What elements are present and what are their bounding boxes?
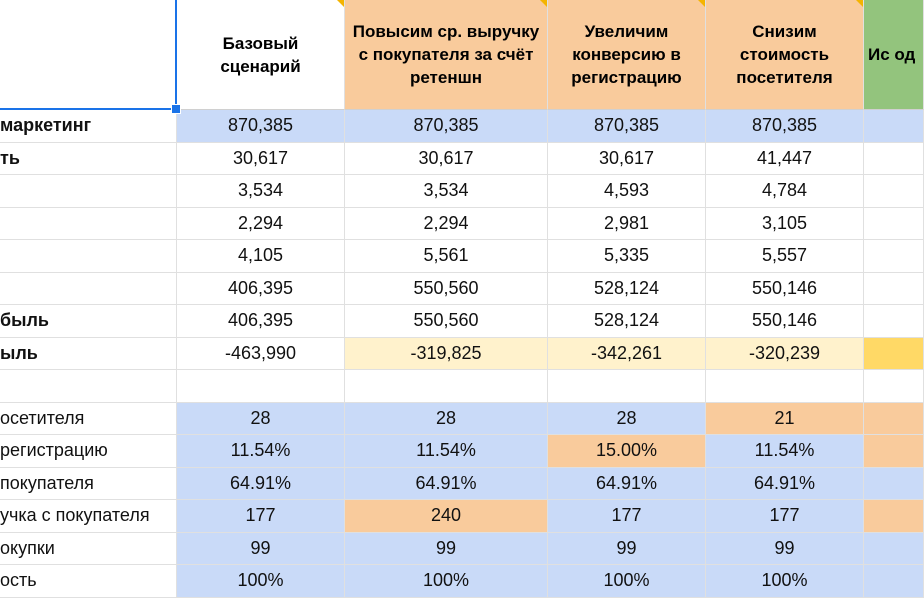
comment-indicator-icon[interactable] [698,0,705,7]
row-label[interactable]: осетителя [0,403,177,436]
table-cell[interactable]: 64.91% [548,468,706,501]
table-cell[interactable] [864,565,924,598]
table-cell[interactable]: 99 [345,533,548,566]
table-cell[interactable]: 99 [706,533,864,566]
table-cell[interactable]: 870,385 [548,110,706,143]
table-cell[interactable] [864,370,924,403]
table-cell[interactable]: 2,981 [548,208,706,241]
row-label[interactable] [0,175,177,208]
selected-cell[interactable] [0,0,177,110]
column-header-label: Снизим стоимость посетителя [736,22,833,87]
fill-handle[interactable] [171,104,181,114]
table-cell[interactable] [864,305,924,338]
table-cell[interactable]: 30,617 [177,143,345,176]
table-cell[interactable]: 100% [548,565,706,598]
column-header-label: Ис од [868,45,916,64]
table-cell[interactable] [864,468,924,501]
comment-indicator-icon[interactable] [856,0,863,7]
table-cell[interactable]: 100% [706,565,864,598]
table-cell[interactable]: 4,784 [706,175,864,208]
table-cell[interactable]: 28 [177,403,345,436]
table-cell[interactable]: -320,239 [706,338,864,371]
table-cell[interactable] [864,338,924,371]
table-cell[interactable]: 30,617 [548,143,706,176]
table-cell[interactable]: 100% [345,565,548,598]
table-cell[interactable] [864,435,924,468]
row-label[interactable] [0,370,177,403]
table-cell[interactable]: 177 [548,500,706,533]
row-label[interactable]: учка с покупателя [0,500,177,533]
table-cell[interactable]: 30,617 [345,143,548,176]
row-label[interactable]: ыль [0,338,177,371]
column-header-1[interactable] [177,0,345,110]
table-cell[interactable]: -342,261 [548,338,706,371]
table-cell[interactable] [864,533,924,566]
table-cell[interactable]: -319,825 [345,338,548,371]
table-cell[interactable]: 41,447 [706,143,864,176]
row-label[interactable]: окупки [0,533,177,566]
table-cell[interactable]: 11.54% [177,435,345,468]
table-cell[interactable]: 550,560 [345,305,548,338]
table-cell[interactable]: 2,294 [345,208,548,241]
table-cell[interactable] [864,110,924,143]
row-label[interactable] [0,208,177,241]
comment-indicator-icon[interactable] [540,0,547,7]
comment-indicator-icon[interactable] [337,0,344,7]
column-header-3[interactable] [548,0,706,110]
table-cell[interactable] [345,370,548,403]
table-cell[interactable]: 28 [548,403,706,436]
table-cell[interactable]: 15.00% [548,435,706,468]
table-cell[interactable]: 550,146 [706,273,864,306]
row-label[interactable]: ть [0,143,177,176]
row-label[interactable]: быль [0,305,177,338]
row-label[interactable] [0,240,177,273]
table-cell[interactable]: 177 [177,500,345,533]
row-label[interactable]: регистрацию [0,435,177,468]
table-cell[interactable]: 99 [177,533,345,566]
table-cell[interactable]: 3,105 [706,208,864,241]
column-header-2[interactable] [345,0,548,110]
column-header-label: Повысим ср. выручку с покупателя за счёт ретеншн [352,22,540,87]
table-cell[interactable]: 240 [345,500,548,533]
table-cell[interactable]: 5,561 [345,240,548,273]
table-cell[interactable]: 99 [548,533,706,566]
table-cell[interactable] [177,370,345,403]
table-cell[interactable]: 100% [177,565,345,598]
table-cell[interactable]: 550,560 [345,273,548,306]
table-cell[interactable] [864,175,924,208]
table-cell[interactable]: 28 [345,403,548,436]
table-cell[interactable]: 528,124 [548,305,706,338]
table-cell[interactable]: 870,385 [706,110,864,143]
table-cell[interactable] [864,143,924,176]
table-cell[interactable]: 550,146 [706,305,864,338]
table-cell[interactable]: 3,534 [177,175,345,208]
table-cell[interactable] [864,403,924,436]
table-cell[interactable] [548,370,706,403]
table-cell[interactable]: 5,557 [706,240,864,273]
table-cell[interactable]: 64.91% [345,468,548,501]
table-cell[interactable]: 406,395 [177,273,345,306]
table-cell[interactable]: 528,124 [548,273,706,306]
table-cell[interactable]: 64.91% [706,468,864,501]
column-header-4[interactable] [706,0,864,110]
table-cell[interactable]: 3,534 [345,175,548,208]
table-cell[interactable] [864,240,924,273]
table-cell[interactable]: -463,990 [177,338,345,371]
table-cell[interactable] [864,208,924,241]
table-cell[interactable]: 4,105 [177,240,345,273]
table-cell[interactable]: 870,385 [177,110,345,143]
table-cell[interactable]: 177 [706,500,864,533]
table-cell[interactable]: 64.91% [177,468,345,501]
table-cell[interactable]: 406,395 [177,305,345,338]
column-header-label: Базовый сценарий [220,33,301,76]
table-cell[interactable]: 11.54% [706,435,864,468]
column-header-5[interactable] [864,0,924,110]
table-cell[interactable]: 2,294 [177,208,345,241]
row-label[interactable]: маркетинг [0,110,177,143]
table-cell[interactable] [864,273,924,306]
table-cell[interactable]: 11.54% [345,435,548,468]
table-cell[interactable] [706,370,864,403]
table-cell[interactable]: 870,385 [345,110,548,143]
table-cell[interactable]: 5,335 [548,240,706,273]
row-label[interactable]: покупателя [0,468,177,501]
row-label[interactable]: ость [0,565,177,598]
table-cell[interactable]: 4,593 [548,175,706,208]
table-cell[interactable] [864,500,924,533]
table-cell[interactable]: 21 [706,403,864,436]
column-header-label: Увеличим конверсию в регистрацию [571,22,682,87]
row-label[interactable] [0,273,177,306]
